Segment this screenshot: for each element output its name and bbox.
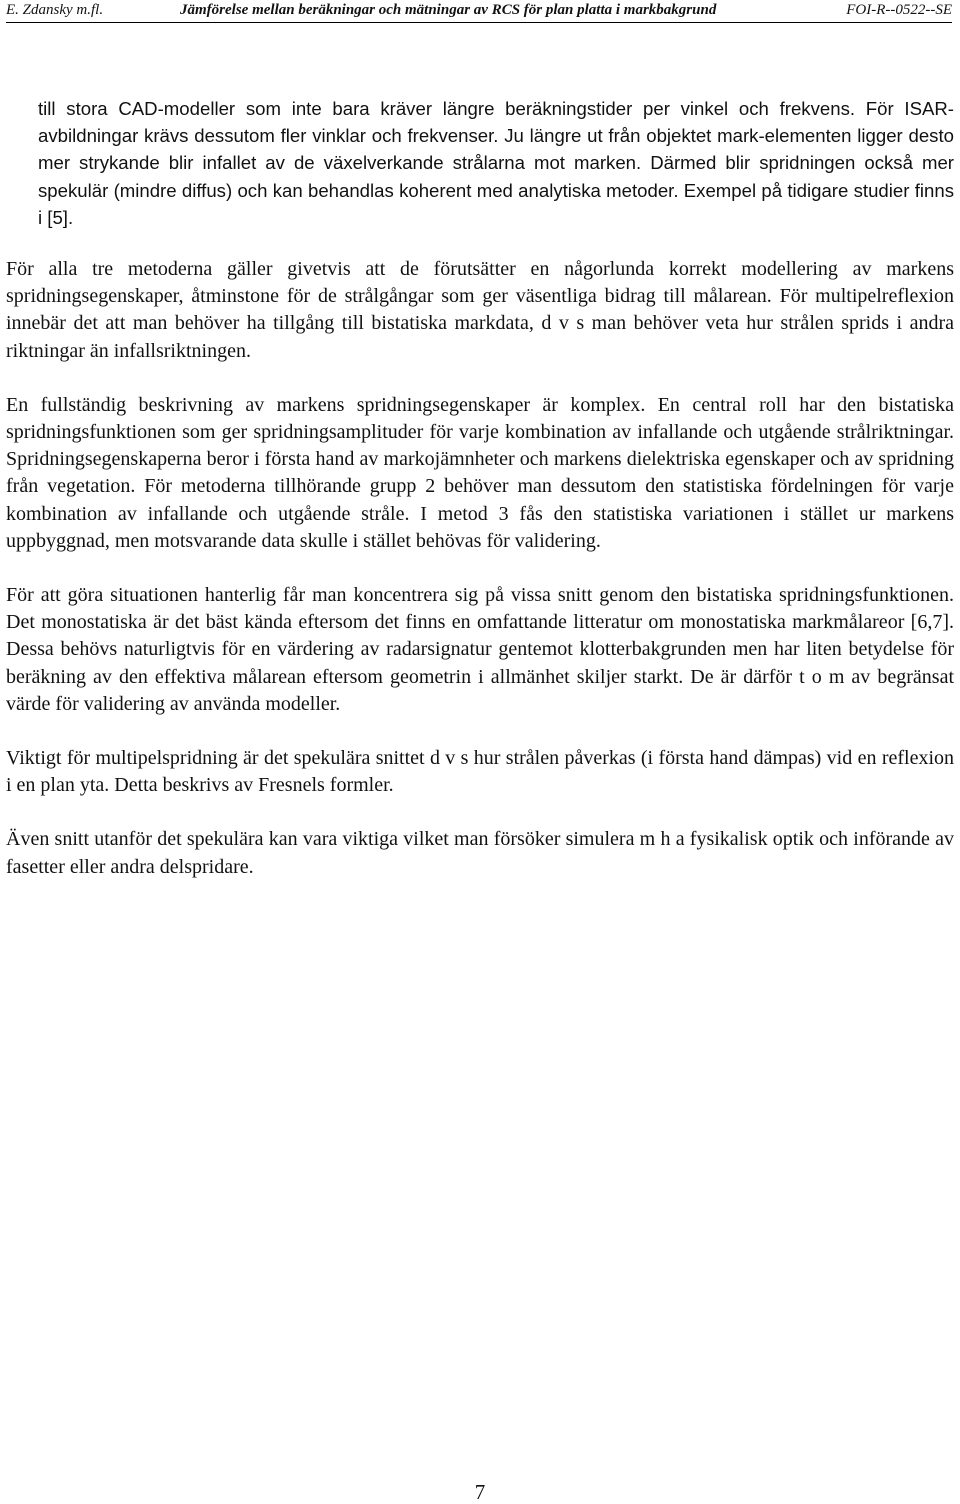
page-number: 7 <box>474 1480 486 1504</box>
paragraph-1: till stora CAD-modeller som inte bara kräver längre beräkningstider per vinkel och frekvens. För ISAR-avbildningar krävs dessutom fler vinklar och frekvenser. Ju längre ut från objektet mark-elementen ligger desto mer strykande blir infallet av de växelverkande strålarna mot marken. Därmed blir spridningen också mer spekulär (mindre diffus) och kan behandlas koherent med analytiska metoder. Exempel på tidigare studier finns i [5]. <box>38 98 954 228</box>
header-report-id: FOI-R--0522--SE <box>846 2 952 18</box>
document-body <box>6 95 954 908</box>
header-author: E. Zdansky m.fl. <box>6 2 104 18</box>
paragraph-4: För att göra situationen hanterlig får man koncentrera sig på vissa snitt genom den bistatiska spridningsfunktionen. Det monostatiska är det bäst kända eftersom det finns en omfattande litteratur om monostatiska markmålareor [6,7]. Dessa behövs naturligtvis för en värdering av radarsignatur gentemot klotterbakgrunden men har liten betydelse för beräkning av den effektiva målarean eftersom geometrin i allmänhet skiljer starkt. De är därför t o m av begränsat värde för validering av använda modeller. <box>6 584 954 715</box>
paragraph-6: Även snitt utanför det spekulära kan vara viktiga vilket man försöker simulera m h a fysikalisk optik och införande av fasetter eller andra delspridare. <box>6 828 954 878</box>
paragraph-3: En fullständig beskrivning av markens spridningsegenskaper är komplex. En central roll har den bistatiska spridningsfunktionen som ger spridningsamplituder för varje kombination av infallande och utgående strålriktningar. Spridningsegenskaperna beror i första hand av markojämnheter och markens dielektriska egenskaper och av spridning från vegetation. För metoderna tillhörande grupp 2 behöver man dessutom den statistiska fördelningen för varje kombination av infallande och utgående stråle. I metod 3 fås den statistiska variationen i stället ur markens uppbyggnad, men motsvarande data skulle i stället behövas för validering. <box>6 393 954 552</box>
paragraph-2: För alla tre metoderna gäller givetvis att de förutsätter en någorlunda korrekt modellering av markens spridningsegenskaper, åtminstone för de strålgångar som ger väsentliga bidrag till målarean. För multipelreflexion innebär det att man behöver ha tillgång till bistatiska markdata, d v s man behöver veta hur strålen sprids i andra riktningar än infallsriktningen. <box>6 258 954 362</box>
page-header <box>6 0 952 23</box>
paragraph-5: Viktigt för multipelspridning är det spekulära snittet d v s hur strålen påverkas (i första hand dämpas) vid en reflexion i en plan yta. Detta beskrivs av Fresnels formler. <box>6 747 954 797</box>
header-title: Jämförelse mellan beräkningar och mätningar av RCS för plan platta i markbakgrund <box>180 2 717 18</box>
